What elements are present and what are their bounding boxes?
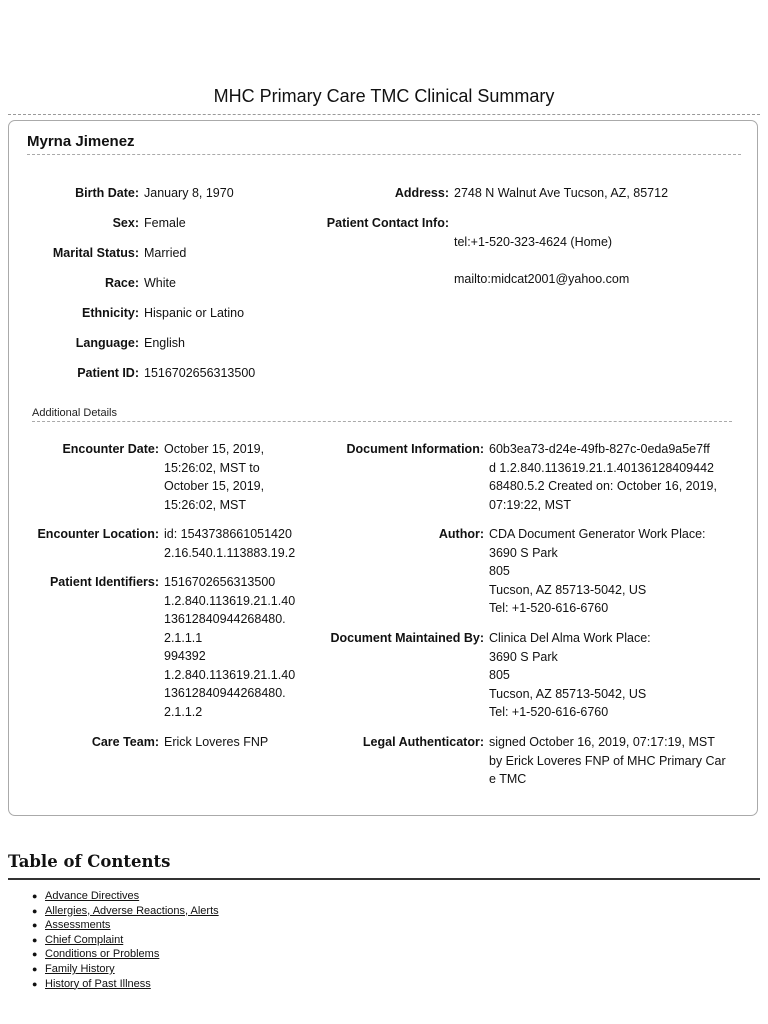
bullet-icon: ● [32,949,38,960]
address-row [269,184,744,203]
sex-value: Female [144,216,186,230]
patient-identifiers-row [9,573,312,721]
birth-date-value: January 8, 1970 [144,186,234,200]
patient-id-label: Patient ID: [77,366,139,380]
race-label: Race: [104,276,139,290]
toc-item [30,889,219,904]
encounter-location-row [9,525,312,562]
title-divider [8,114,760,115]
race-row [9,274,176,293]
bullet-icon: ● [32,963,38,974]
name-divider [27,154,741,155]
toc-item [30,977,219,992]
document-maintained-value: Clinica Del Alma Work Place: 3690 S Park 805 Tucson, AZ 85713-5042, US Tel: +1-520-616-6760 [489,631,651,719]
toc-item [30,947,219,962]
toc-list [30,889,219,991]
legal-authenticator-row [309,733,739,789]
toc-link-allergies[interactable]: Allergies, Adverse Reactions, Alerts [45,904,219,917]
toc-link-family-history[interactable]: Family History [45,962,115,975]
toc-link-advance-directives[interactable]: Advance Directives [45,890,140,902]
toc-item [30,962,219,977]
document-maintained-row [309,629,739,722]
contact-row [269,214,744,307]
sex-row [9,214,186,233]
sex-label: Sex: [112,216,139,230]
birth-date-label: Birth Date: [75,186,139,200]
toc-divider [8,878,760,880]
bullet-icon: ● [32,920,38,931]
encounter-date-row [9,440,312,514]
ethnicity-value: Hispanic or Latino [144,306,245,320]
care-team-label: Care Team: [91,735,159,749]
care-team-value: Erick Loveres FNP [164,735,269,749]
author-row [309,525,739,618]
race-value: White [144,276,176,290]
patient-identifiers-label: Patient Identifiers: [49,575,159,589]
bullet-icon: ● [32,978,38,989]
ethnicity-label: Ethnicity: [82,306,139,320]
legal-authenticator-label: Legal Authenticator: [362,735,484,749]
legal-authenticator-value: signed October 16, 2019, 07:17:19, MST by Erick Loveres FNP of MHC Primary Car e TMC [489,735,726,786]
birth-date-row [9,184,234,203]
marital-status-label: Marital Status: [52,246,139,260]
bullet-icon: ● [32,905,38,916]
contact-phone[interactable]: tel:+1-520-323-4624 (Home) [454,234,613,249]
address-label: Address: [394,186,449,200]
patient-name: Myrna Jimenez [27,133,135,150]
language-value: English [144,336,185,350]
patient-id-row [9,364,255,383]
bullet-icon: ● [32,891,38,901]
additional-details-heading: Additional Details [32,407,117,419]
contact-email[interactable]: mailto:midcat2001@yahoo.com [454,271,630,286]
toc-heading: Table of Contents [8,852,171,871]
patient-identifiers-value: 1516702656313500 1.2.840.113619.21.1.40 13612840944268480. 2.1.1.1 994392 1.2.840.113619.21.1.40 13612840944268480. 2.1.1.2 [164,575,296,719]
language-label: Language: [75,336,139,350]
contact-value [454,214,744,307]
toc-item [30,933,219,948]
document-info-value: 60b3ea73-d24e-49fb-827c-0eda9a5e7ff d 1.2.840.113619.21.1.40136128409442 68480.5.2 Created on: October 16, 2019, 07:19:22, MST [489,442,717,512]
author-value: CDA Document Generator Work Place: 3690 S Park 805 Tucson, AZ 85713-5042, US Tel: +1-520-616-6760 [489,527,706,615]
marital-status-value: Married [144,246,187,260]
toc-item [30,918,219,933]
marital-status-row [9,244,186,263]
address-value: 2748 N Walnut Ave Tucson, AZ, 85712 [454,186,669,200]
toc-link-conditions[interactable]: Conditions or Problems [45,948,160,961]
document-info-row [309,440,739,514]
toc-link-chief-complaint[interactable]: Chief Complaint [45,933,124,946]
encounter-location-value: id: 1543738661051420 2.16.540.1.113883.19.2 [164,527,296,560]
document-title: MHC Primary Care TMC Clinical Summary [213,86,555,106]
encounter-location-label: Encounter Location: [37,527,159,541]
encounter-date-label: Encounter Date: [62,442,159,456]
contact-label: Patient Contact Info: [326,216,449,230]
document-info-label: Document Information: [346,442,484,456]
language-row [9,334,185,353]
toc-link-history-past-illness[interactable]: History of Past Illness [45,977,151,990]
toc-link-assessments[interactable]: Assessments [45,919,111,932]
toc-item [30,904,219,919]
patient-summary-card [8,120,758,816]
document-maintained-label: Document Maintained By: [330,631,484,645]
encounter-date-value: October 15, 2019, 15:26:02, MST to October 15, 2019, 15:26:02, MST [164,442,265,512]
ethnicity-row [9,304,244,323]
additional-divider [32,421,732,422]
author-label: Author: [438,527,484,541]
bullet-icon: ● [32,934,38,945]
patient-id-value: 1516702656313500 [144,366,256,380]
care-team-row [9,733,312,752]
